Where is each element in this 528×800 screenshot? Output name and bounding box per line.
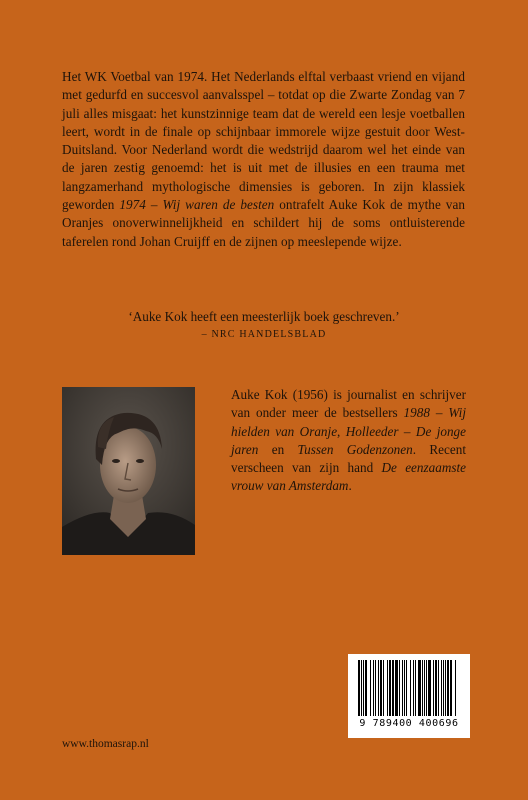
barcode-bar: [450, 660, 452, 716]
barcode-bar: [441, 660, 442, 716]
barcode-bar: [424, 660, 425, 716]
review-source: – NRC HANDELSBLAD: [201, 329, 327, 340]
barcode-bar: [443, 660, 444, 716]
barcode-bar: [445, 660, 446, 716]
barcode-bar: [415, 660, 416, 716]
barcode-bar: [438, 660, 439, 716]
barcode-bar: [422, 660, 423, 716]
barcode-bar: [383, 660, 384, 716]
barcode-bar: [365, 660, 367, 716]
barcode-bar: [404, 660, 405, 716]
barcode-bar: [387, 660, 388, 716]
isbn-number: 9 789400 400696: [359, 718, 459, 729]
author-photo: [62, 387, 195, 555]
barcode-bar: [395, 660, 398, 716]
barcode-bar: [418, 660, 421, 716]
barcode-bar: [375, 660, 376, 716]
barcode-bar: [373, 660, 374, 716]
isbn-barcode: [348, 654, 470, 738]
barcode-bar: [392, 660, 394, 716]
barcode-bar: [406, 660, 407, 716]
author-portrait-image: [62, 387, 195, 555]
barcode-bar: [399, 660, 400, 716]
barcode-bar: [435, 660, 437, 716]
review-quote: ‘Auke Kok heeft een meesterlijk boek geschreven.’: [128, 309, 400, 324]
barcode-bar: [410, 660, 411, 716]
barcode-bars: [358, 660, 460, 718]
barcode-bar: [363, 660, 364, 716]
barcode-bar: [380, 660, 382, 716]
barcode-bar: [370, 660, 371, 716]
barcode-bar: [378, 660, 379, 716]
barcode-bar: [428, 660, 431, 716]
barcode-bar: [361, 660, 362, 716]
blurb-part-2: ontrafelt Auke Kok de mythe van Oranjes onoverwinnelijkheid en schildert hij de soms ontluisterende taferelen rond Johan Cruijff en de zijnen op meeslepende wijze.: [62, 197, 465, 249]
barcode-bar: [389, 660, 391, 716]
barcode-bar: [433, 660, 434, 716]
barcode-bar: [358, 660, 360, 716]
barcode-bar: [413, 660, 414, 716]
barcode-bar: [426, 660, 427, 716]
blurb-book-title: 1974 – Wij waren de besten: [119, 197, 275, 213]
barcode-bar: [447, 660, 449, 716]
blurb-text: [62, 68, 465, 251]
barcode-bar: [455, 660, 456, 716]
blurb-part-1: Het WK Voetbal van 1974. Het Nederlands elftal verbaast vriend en vijand met gedurfd en succesvol aanvalsspel – totdat op die Zwarte Zondag van 7 juli alles misgaat: het kunstzinnige team dat de wereld een lesje voetballen leert, wordt in de finale op schijnbaar immorele wijze gestuit door West-Duitsland. Voor Nederland wordt die wedstrijd daarom wel het einde van de jaren zestig genoemd: het is uit met de illusies en een trauma met langzamerhand mythologische dimensies is geboren. In zijn klassiek geworden: [62, 69, 465, 213]
author-bio: Auke Kok (1956) is journalist en schrijver van onder meer de bestsellers 1988 – Wij hielden van Oranje, Holleeder – De jonge jaren en Tussen Godenzonen. Recent verscheen van zijn hand De eenzaamste vrouw van Amsterdam.: [231, 387, 467, 494]
barcode-bar: [402, 660, 403, 716]
publisher-url: www.thomasrap.nl: [62, 738, 149, 750]
